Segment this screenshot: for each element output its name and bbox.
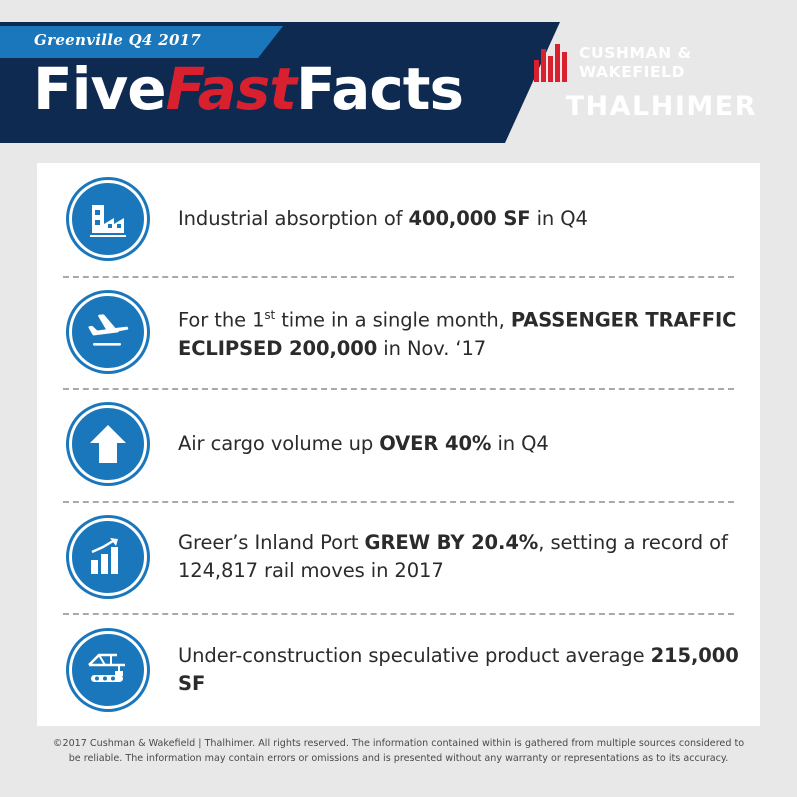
fact-text: Under-construction speculative product average 215,000 SF xyxy=(178,643,739,695)
header xyxy=(0,0,797,143)
logo-line-1: CUSHMAN & xyxy=(579,44,692,62)
fact-text: Air cargo volume up OVER 40% in Q4 xyxy=(178,432,549,456)
list-item xyxy=(37,613,760,726)
page-title xyxy=(33,55,464,123)
title-part-five: Five xyxy=(33,55,166,123)
fact-text: Greer’s Inland Port GREW BY 20.4%, setting a record of 124,817 rail moves in 2017 xyxy=(178,531,728,583)
report-period-label: Greenville Q4 2017 xyxy=(34,31,202,49)
factory-icon xyxy=(69,180,147,258)
airplane-icon xyxy=(69,293,147,371)
building-bars-icon xyxy=(534,44,570,82)
footer-disclaimer: ©2017 Cushman & Wakefield | Thalhimer. All rights reserved. The information contained within is gathered from multiple sources considered to be reliable. The information may contain errors or omissions and is presented without any warranty or representations as to its accuracy. xyxy=(52,738,745,764)
list-item xyxy=(37,276,760,389)
company-logo xyxy=(534,44,759,134)
fact-text: Industrial absorption of 400,000 SF in Q4 xyxy=(178,207,588,231)
crane-icon xyxy=(69,631,147,709)
list-item xyxy=(37,501,760,614)
title-part-facts: Facts xyxy=(296,55,464,123)
up-arrow-icon xyxy=(69,405,147,483)
list-item xyxy=(37,163,760,276)
facts-card xyxy=(37,163,760,726)
fact-text: For the 1st time in a single month, PASSENGER TRAFFIC ECLIPSED 200,000 in Nov. ‘17 xyxy=(178,308,737,360)
bar-chart-icon xyxy=(69,518,147,596)
title-part-fast: Fast xyxy=(165,55,297,123)
logo-line-2: WAKEFIELD xyxy=(579,63,686,81)
list-item xyxy=(37,388,760,501)
logo-brand-thalhimer: THALHIMER xyxy=(565,91,757,122)
logo-wordmark xyxy=(579,44,692,82)
facts-list xyxy=(37,163,760,726)
